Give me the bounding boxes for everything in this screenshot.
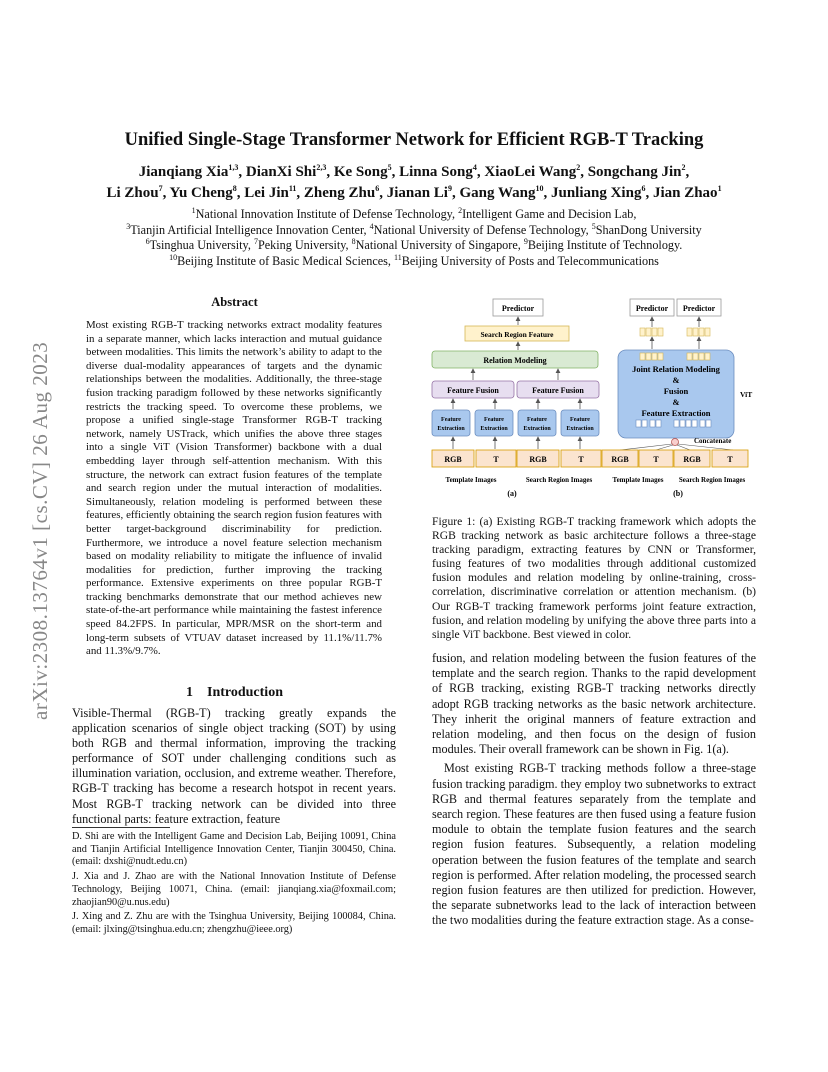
feature-extraction-label: Feature Extraction [641, 408, 711, 418]
footnote-rule [72, 827, 170, 828]
abstract-heading: Abstract [211, 295, 258, 309]
svg-text:RGB: RGB [683, 455, 701, 464]
footnote: J. Xing and Z. Zhu are with the Tsinghua University, Beijing 100084, China. (email: jlxing@tsinghua.edu.cn; zhengzhu@ieee.org) [72, 911, 396, 935]
arxiv-stamp: arXiv:2308.13764v1 [cs.CV] 26 Aug 2023 [28, 341, 52, 720]
search-region-images-label: Search Region Images [525, 476, 593, 484]
svg-text:RGB: RGB [611, 455, 629, 464]
fusion-label: Fusion [663, 386, 689, 396]
joint-relation-label: Joint Relation Modeling [632, 364, 720, 374]
concatenate-label: Concatenate [694, 437, 732, 445]
svg-text:Extraction: Extraction [437, 426, 465, 432]
template-images-label: Template Images [612, 476, 664, 484]
affiliation-line: $^6$Tsinghua University, $^7$Peking University, $^8$National University of Singapore, $^9$Beijing Institute of Technology. [145, 236, 683, 252]
predictor-label: Predictor [501, 304, 535, 313]
footnote: J. Xia and J. Zhao are with the National Innovation Institute of Defense Technology, Beijing 10071, China. (email: jianqiang.xia@foxmail.com; zhaojian90@u.nus.edu) [72, 871, 396, 908]
affiliation-line: $^3$Tianjin Artificial Intelligence Innovation Center, $^4$National University of Defense Technology, $^5$ShanDong University [126, 221, 702, 237]
svg-text:RGB: RGB [444, 455, 462, 464]
svg-text:Feature: Feature [527, 417, 547, 423]
paragraph: fusion, and relation modeling between the fusion features of the template and the search region. Thanks to the rapid development of RGB tracking, existing RGB-T tracking networks directly adopt RGB tracking networks as the basic network architecture. They inherit the original manners of feature extraction and relation modeling, and then focus on the design of fusion modules. Their overall framework can be shown in Fig. 1(a). [432, 651, 756, 757]
vit-label: ViT [740, 390, 753, 399]
svg-text:Feature: Feature [484, 417, 504, 423]
input-images-b [602, 450, 748, 467]
paper-title: Unified Single-Stage Transformer Network for Efficient RGB-T Tracking [124, 130, 704, 150]
feature-extraction-boxes [432, 410, 599, 436]
introduction-paragraph: Visible-Thermal (RGB-T) tracking greatly expands the application scenarios of single object tracking (SOT) by using both RGB and thermal information, improving the tracking performance of SOT under challenging conditions such as illumination variation, occlusion, and extreme weather. Therefore, RGB-T tracking has become a research hotspot in recent years. Most RGB-T tracking network can be divided into three functional parts: feature extraction, feature [72, 706, 396, 826]
authors-line-2: Li Zhou$^7$, Yu Cheng$^8$, Lei Jin$^{11}$, Zheng Zhu$^6$, Jianan Li$^9$, Gang Wang$^{10}$, Junliang Xing$^6$, Jian Zhao$^1$ [106, 184, 722, 201]
svg-text:Extraction: Extraction [566, 426, 594, 432]
paragraph: Most existing RGB-T tracking methods follow a three-stage fusion tracking paradigm. they employ two subnetworks to extract RGB and thermal features separately from the template and search region. These features are then fused using a feature fusion module to obtain the template fusion features and the search region fusion features. Subsequently, a relation modeling operation between the fusion features of the template and search region is performed. After relation modeling, the processed search region fusion features are then utilized for prediction. However, the separate subnetworks lead to the lack of interaction between the two modalities during the feature extraction stage. As a conse- [432, 761, 756, 928]
output-tokens [640, 328, 710, 336]
input-images-a [432, 450, 601, 467]
template-images-label: Template Images [445, 476, 497, 484]
feature-fusion-label: Feature Fusion [532, 386, 584, 395]
relation-modeling-label: Relation Modeling [483, 356, 547, 365]
footnote: D. Shi are with the Intelligent Game and Decision Lab, Beijing 10091, China and Tianjin Artificial Intelligence Innovation Center, Tianjin 300450, China. (email: dxshi@nudt.edu.cn) [72, 831, 396, 868]
affiliation-line: $^1$National Innovation Institute of Defense Technology, $^2$Intelligent Game and Decision Lab, [191, 205, 637, 221]
search-region-feature-label: Search Region Feature [480, 330, 554, 339]
predictor-label: Predictor [635, 304, 669, 313]
svg-text:Feature: Feature [570, 417, 590, 423]
authors-line-1: Jianqiang Xia$^{1,3}$, DianXi Shi$^{2,3}$, Ke Song$^5$, Linna Song$^4$, XiaoLei Wang$^2$, Songchang Jin$^2$, [138, 163, 690, 180]
search-region-images-label: Search Region Images [678, 476, 746, 484]
svg-text:T: T [493, 455, 499, 464]
svg-text:Feature: Feature [441, 417, 461, 423]
svg-text:T: T [727, 455, 733, 464]
feature-fusion-label: Feature Fusion [447, 386, 499, 395]
affiliation-line: $^{10}$Beijing Institute of Basic Medical Sciences, $^{11}$Beijing University of Posts and Telecommunications [169, 252, 659, 268]
affiliations [40, 207, 788, 269]
svg-text:RGB: RGB [529, 455, 547, 464]
right-column-text [432, 651, 756, 929]
figure-1-caption: Figure 1: (a) Existing RGB-T tracking framework which adopts the RGB tracking network as basic architecture follows a three-stage tracking paradigm, extracting features by CNN or Transformer, fusing features of two modalities through additional customized fusion modules and relation modeling by online-training, cross-correlation, discriminative correlation or attention mechanism. (b) Our RGB-T tracking framework performs joint feature extraction, fusion, and relation modeling by unifying the above three parts into a single ViT backbone. Best viewed in color. [432, 515, 756, 641]
svg-text:T: T [653, 455, 659, 464]
concatenate-icon [672, 439, 679, 446]
svg-text:Extraction: Extraction [480, 426, 508, 432]
svg-text:T: T [578, 455, 584, 464]
abstract-body: Most existing RGB-T tracking networks extract modality features in a separate manner, which lacks interaction and mutual guidance between modalities. This limits the network’s ability to adapt to the diverse dual-modality appearances of targets and the dynamic relationships between the modalities. Additionally, the three-stage fusion tracking paradigm followed by these networks significantly restricts the tracking speed. To overcome these problems, we propose a unified single-stage Transformer RGB-T tracking network, namely USTrack, which unifies the above three stages into a single ViT (Vision Transformer) backbone with a dual embedding layer through self-attention mechanism. With this structure, the network can extract fusion features of the template and search region under the mutual interaction of modalities. Simultaneously, relation modeling is performed between these features, efficiently obtaining the search region fusion features with better target-background discriminability for prediction. Furthermore, we introduce a novel feature selection mechanism based on modality reliability to mitigate the influence of invalid modalities for prediction, further improving the tracking performance. Extensive experiments on three popular RGB-T tracking benchmarks demonstrate that our method achieves new state-of-the-art performance while maintaining the fastest inference speed 84.2FPS. In particular, MPR/MSR on the short-term and long-term subsets of VTUAV dataset increased by 11.1%/11.7% and 11.3%/9.7%. [86, 319, 382, 658]
subfigure-label-b: (b) [673, 489, 683, 498]
authors [40, 162, 788, 204]
svg-text:Extraction: Extraction [523, 426, 551, 432]
svg-text:&: & [672, 397, 680, 407]
footnotes [72, 831, 396, 939]
section-heading-introduction: 1 Introduction [186, 685, 283, 700]
svg-text:&: & [672, 375, 680, 385]
subfigure-label-a: (a) [507, 489, 517, 498]
figure-1 [428, 296, 758, 501]
predictor-label: Predictor [682, 304, 716, 313]
